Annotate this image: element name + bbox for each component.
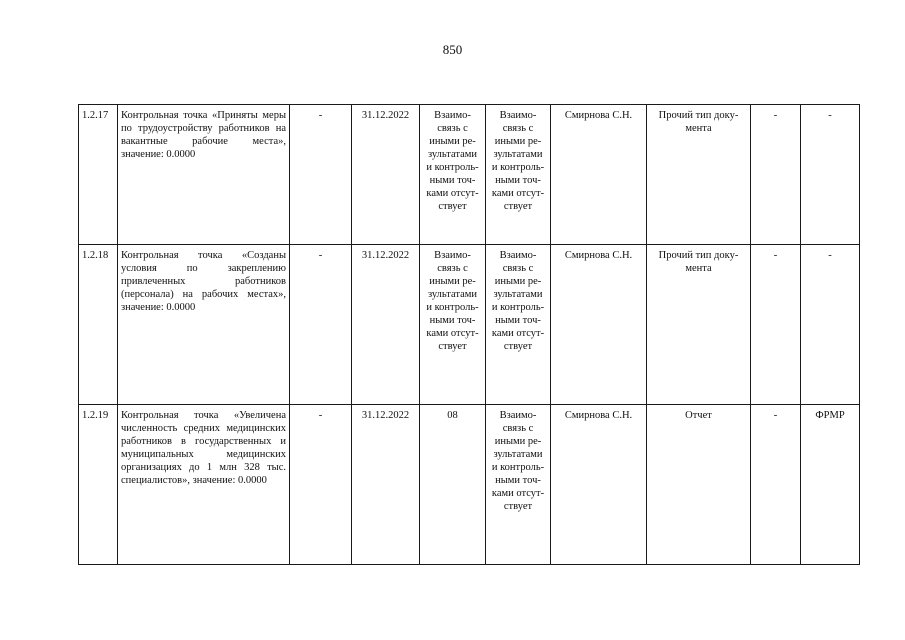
row-cell-h: - bbox=[801, 105, 860, 245]
table-row bbox=[79, 405, 860, 565]
row-cell-d: Взаимо- связь с иными ре- зультатами и контроль- ными точ- ками отсут- ствует bbox=[486, 105, 551, 245]
row-date: 31.12.2022 bbox=[352, 245, 420, 405]
row-cell-h: - bbox=[801, 245, 860, 405]
row-description: Контрольная точка «Созданы условия по закреплению привлеченных работников (персонала) на рабочих местах», значение: 0.0000 bbox=[118, 245, 290, 405]
table-row bbox=[79, 105, 860, 245]
row-cell-c: Взаимо- связь с иными ре- зультатами и контроль- ными точ- ками отсут- ствует bbox=[420, 245, 486, 405]
row-cell-g: - bbox=[751, 245, 801, 405]
row-id: 1.2.17 bbox=[79, 105, 118, 245]
row-cell-h: ФРМР bbox=[801, 405, 860, 565]
row-cell-d: Взаимо- связь с иными ре- зультатами и контроль- ными точ- ками отсут- ствует bbox=[486, 245, 551, 405]
row-cell-g: - bbox=[751, 105, 801, 245]
table-row bbox=[79, 245, 860, 405]
row-description: Контрольная точка «Приняты меры по трудоустройству работников на вакантные рабочие места», значение: 0.0000 bbox=[118, 105, 290, 245]
row-id: 1.2.19 bbox=[79, 405, 118, 565]
row-date: 31.12.2022 bbox=[352, 105, 420, 245]
row-doc-type: Отчет bbox=[647, 405, 751, 565]
row-doc-type: Прочий тип доку- мента bbox=[647, 105, 751, 245]
row-id: 1.2.18 bbox=[79, 245, 118, 405]
row-cell-a: - bbox=[290, 405, 352, 565]
row-cell-a: - bbox=[290, 245, 352, 405]
row-cell-a: - bbox=[290, 105, 352, 245]
row-cell-d: Взаимо- связь с иными ре- зультатами и контроль- ными точ- ками отсут- ствует bbox=[486, 405, 551, 565]
row-cell-c: Взаимо- связь с иными ре- зультатами и контроль- ными точ- ками отсут- ствует bbox=[420, 105, 486, 245]
row-doc-type: Прочий тип доку- мента bbox=[647, 245, 751, 405]
control-points-table bbox=[78, 104, 860, 565]
page-number: 850 bbox=[442, 42, 463, 57]
row-responsible: Смирнова С.Н. bbox=[551, 105, 647, 245]
row-description: Контрольная точка «Увеличена численность средних медицинских работников в государственных и муниципальных медицинских организациях до 1 млн 328 тыс. специалистов», значение: 0.0000 bbox=[118, 405, 290, 565]
row-responsible: Смирнова С.Н. bbox=[551, 405, 647, 565]
row-date: 31.12.2022 bbox=[352, 405, 420, 565]
row-cell-g: - bbox=[751, 405, 801, 565]
row-responsible: Смирнова С.Н. bbox=[551, 245, 647, 405]
row-cell-c: 08 bbox=[420, 405, 486, 565]
